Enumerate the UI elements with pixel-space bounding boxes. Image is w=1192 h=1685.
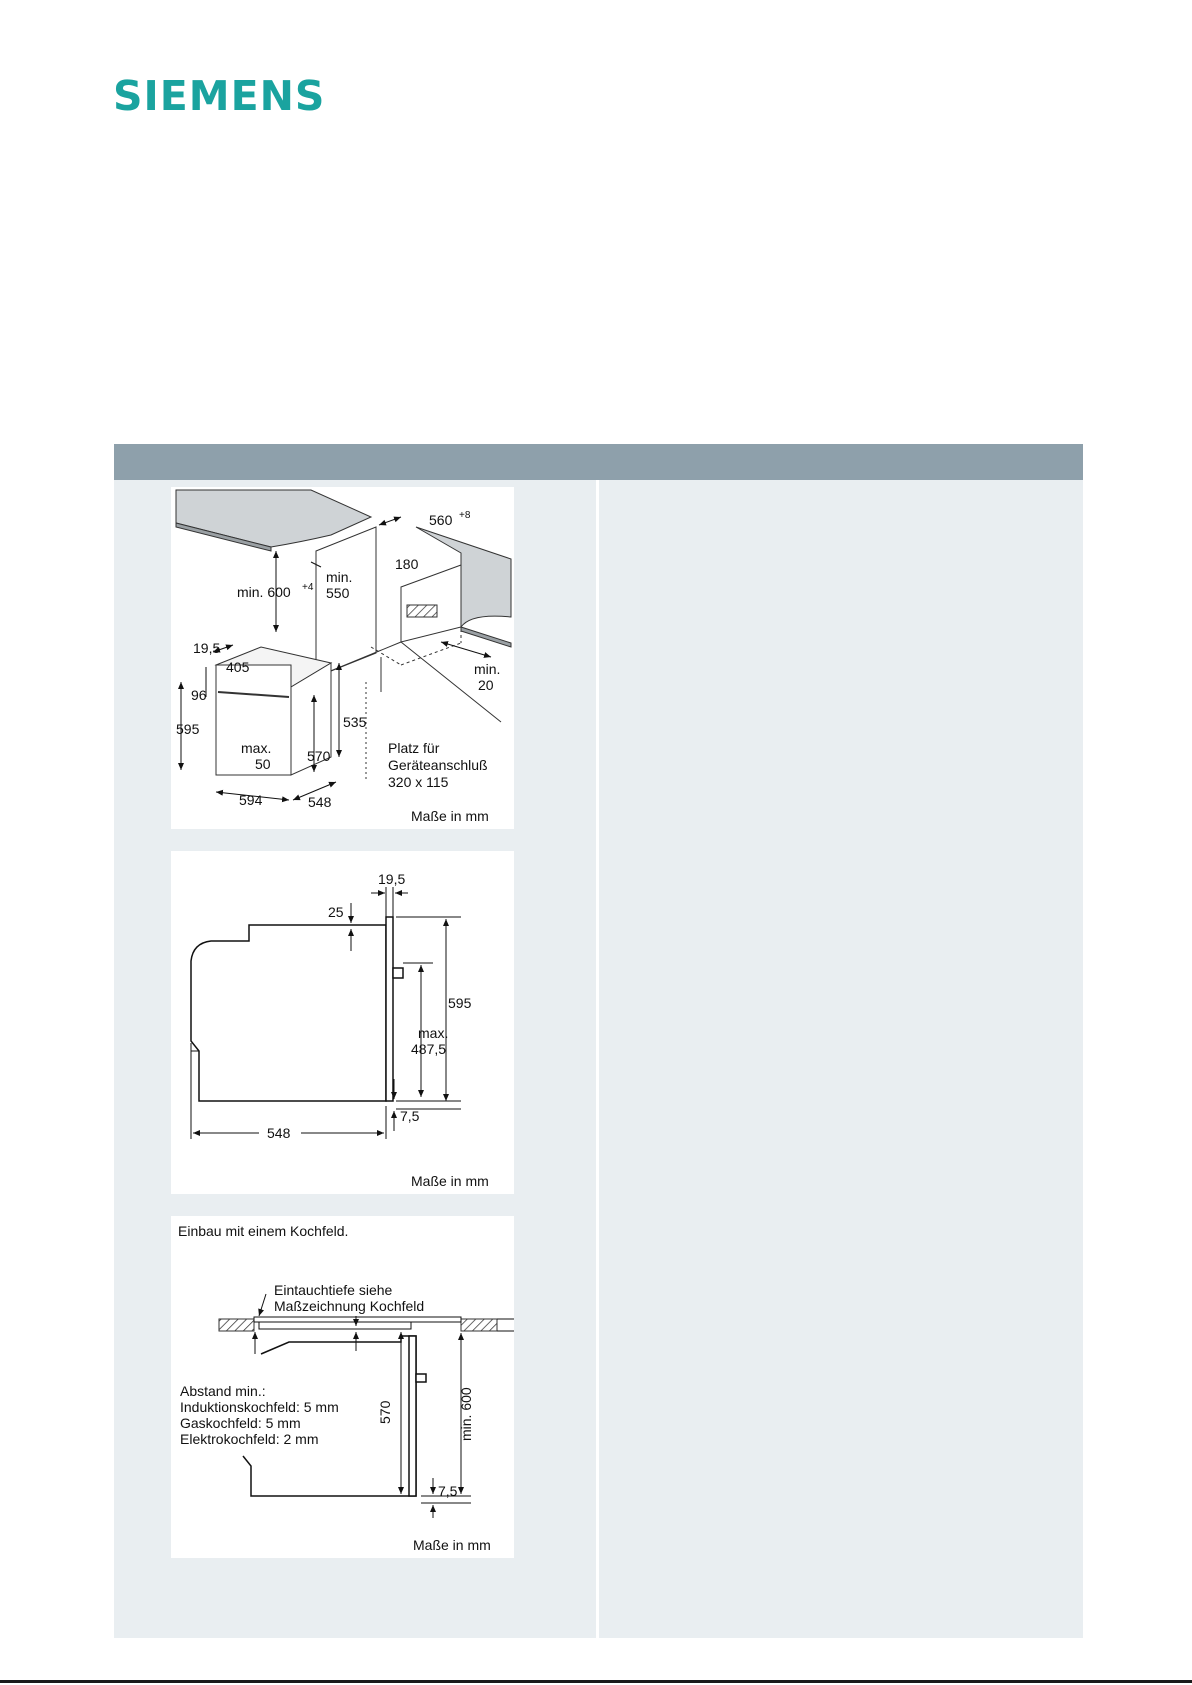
abstand-line-4: Elektrokochfeld: 2 mm	[180, 1431, 319, 1447]
min-600: min. 600	[458, 1387, 474, 1441]
dim-405: 405	[226, 659, 250, 675]
dim-96: 96	[191, 687, 207, 703]
dim-25: 25	[328, 904, 344, 920]
min-600: min. 600	[237, 584, 291, 600]
siemens-logo: SIEMENS	[113, 72, 326, 120]
right-panel	[599, 480, 1083, 1638]
dim-560-tol: +8	[459, 510, 471, 521]
min-550-a: min.	[326, 569, 353, 585]
dim-595: 595	[448, 995, 472, 1011]
dim-548: 548	[308, 794, 332, 810]
unit-label: Maße in mm	[411, 808, 489, 824]
note-line-2: Maßzeichnung Kochfeld	[274, 1298, 425, 1314]
dim-595: 595	[176, 721, 200, 737]
dim-560: 560	[429, 512, 453, 528]
dim-180: 180	[395, 556, 419, 572]
min-600-tol: +4	[302, 582, 314, 593]
platz-line-3: 320 x 115	[388, 774, 449, 790]
min-550-b: 550	[326, 585, 350, 601]
dim-19-5: 19,5	[193, 640, 221, 656]
dim-19-5: 19,5	[378, 871, 406, 887]
min-20-b: 20	[478, 677, 494, 693]
unit-label: Maße in mm	[411, 1173, 489, 1189]
dim-548: 548	[267, 1125, 291, 1141]
hob-installation-drawing	[171, 1216, 514, 1558]
installation-drawing-1	[171, 487, 514, 829]
abstand-line-3: Gaskochfeld: 5 mm	[180, 1415, 301, 1431]
dim-7-5: 7,5	[438, 1483, 458, 1499]
side-view-drawing	[171, 851, 514, 1194]
unit-label: Maße in mm	[413, 1537, 491, 1553]
max-50-b: 50	[255, 756, 271, 772]
min-20-a: min.	[474, 661, 501, 677]
table-header-bar	[114, 444, 1083, 480]
platz-line-1: Platz für	[388, 740, 440, 756]
abstand-line-2: Induktionskochfeld: 5 mm	[180, 1399, 339, 1415]
max-value: 487,5	[411, 1041, 447, 1057]
fig3-title: Einbau mit einem Kochfeld.	[178, 1223, 349, 1239]
note-line-1: Eintauchtiefe siehe	[274, 1282, 393, 1298]
abstand-line-1: Abstand min.:	[180, 1383, 266, 1399]
page-bottom-rule	[0, 1680, 1192, 1683]
max-label: max.	[418, 1025, 449, 1041]
dim-570: 570	[307, 748, 331, 764]
dim-535: 535	[343, 714, 367, 730]
dim-594: 594	[239, 792, 263, 808]
platz-line-2: Geräteanschluß	[388, 757, 488, 773]
max-50-a: max.	[241, 740, 272, 756]
dim-570: 570	[377, 1400, 393, 1424]
dim-7-5: 7,5	[400, 1108, 420, 1124]
